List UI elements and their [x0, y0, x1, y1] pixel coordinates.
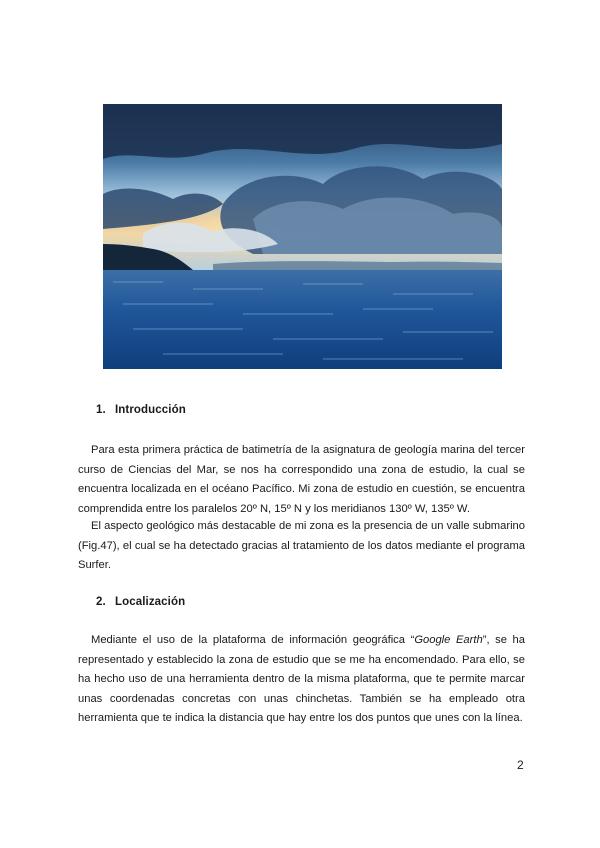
text-fragment: ”, se ha	[482, 634, 525, 646]
text-line: herramienta que te indica la distancia que hay entre los dos puntos que unes con la línea.	[78, 712, 523, 724]
text-line: encuentra localizada en el océano Pacífico. Mi zona de estudio en cuestión, se encuentra	[78, 483, 525, 495]
text-line: comprendida entre los paralelos 20º N, 15º N y los meridianos 130º W, 135º W.	[78, 502, 470, 515]
text-line: ha hecho uso de una herramienta dentro de la misma plataforma, que te permite marcar	[78, 673, 525, 685]
text-line: unas coordenadas concretas con unas chinchetas. También se ha empleado otra	[78, 692, 525, 705]
page-number: 2	[517, 758, 524, 772]
text-line: curso de Ciencias del Mar, se nos ha correspondido una zona de estudio, la cual se	[78, 463, 525, 476]
intro-paragraph-2	[78, 517, 525, 576]
section-heading-localizacion	[96, 596, 185, 608]
google-earth-italic: Google Earth	[414, 634, 483, 646]
text-fragment: Mediante el uso de la plataforma de información geográfica “	[91, 634, 415, 646]
text-line: El aspecto geológico más destacable de mi zona es la presencia de un valle submarino	[91, 520, 525, 532]
section-number: 1.	[96, 404, 106, 416]
text-line: Para esta primera práctica de batimetría de la asignatura de geología marina del tercer	[91, 444, 525, 456]
text-line: representado y establecido la zona de estudio que se me ha encomendado. Para ello, se	[78, 653, 525, 666]
intro-paragraph-1	[78, 441, 525, 519]
text-line-with-italic	[78, 631, 525, 651]
section-heading-introduccion	[96, 404, 186, 416]
section-title: Introducción	[115, 404, 186, 416]
section-title: Localización	[115, 596, 186, 608]
text-line: (Fig.47), el cual se ha detectado gracias al tratamiento de los datos mediante el programa	[78, 539, 525, 552]
ocean-photo	[103, 104, 502, 369]
section-number: 2.	[96, 596, 106, 608]
text-line: Surfer.	[78, 559, 111, 571]
location-paragraph	[78, 631, 525, 729]
